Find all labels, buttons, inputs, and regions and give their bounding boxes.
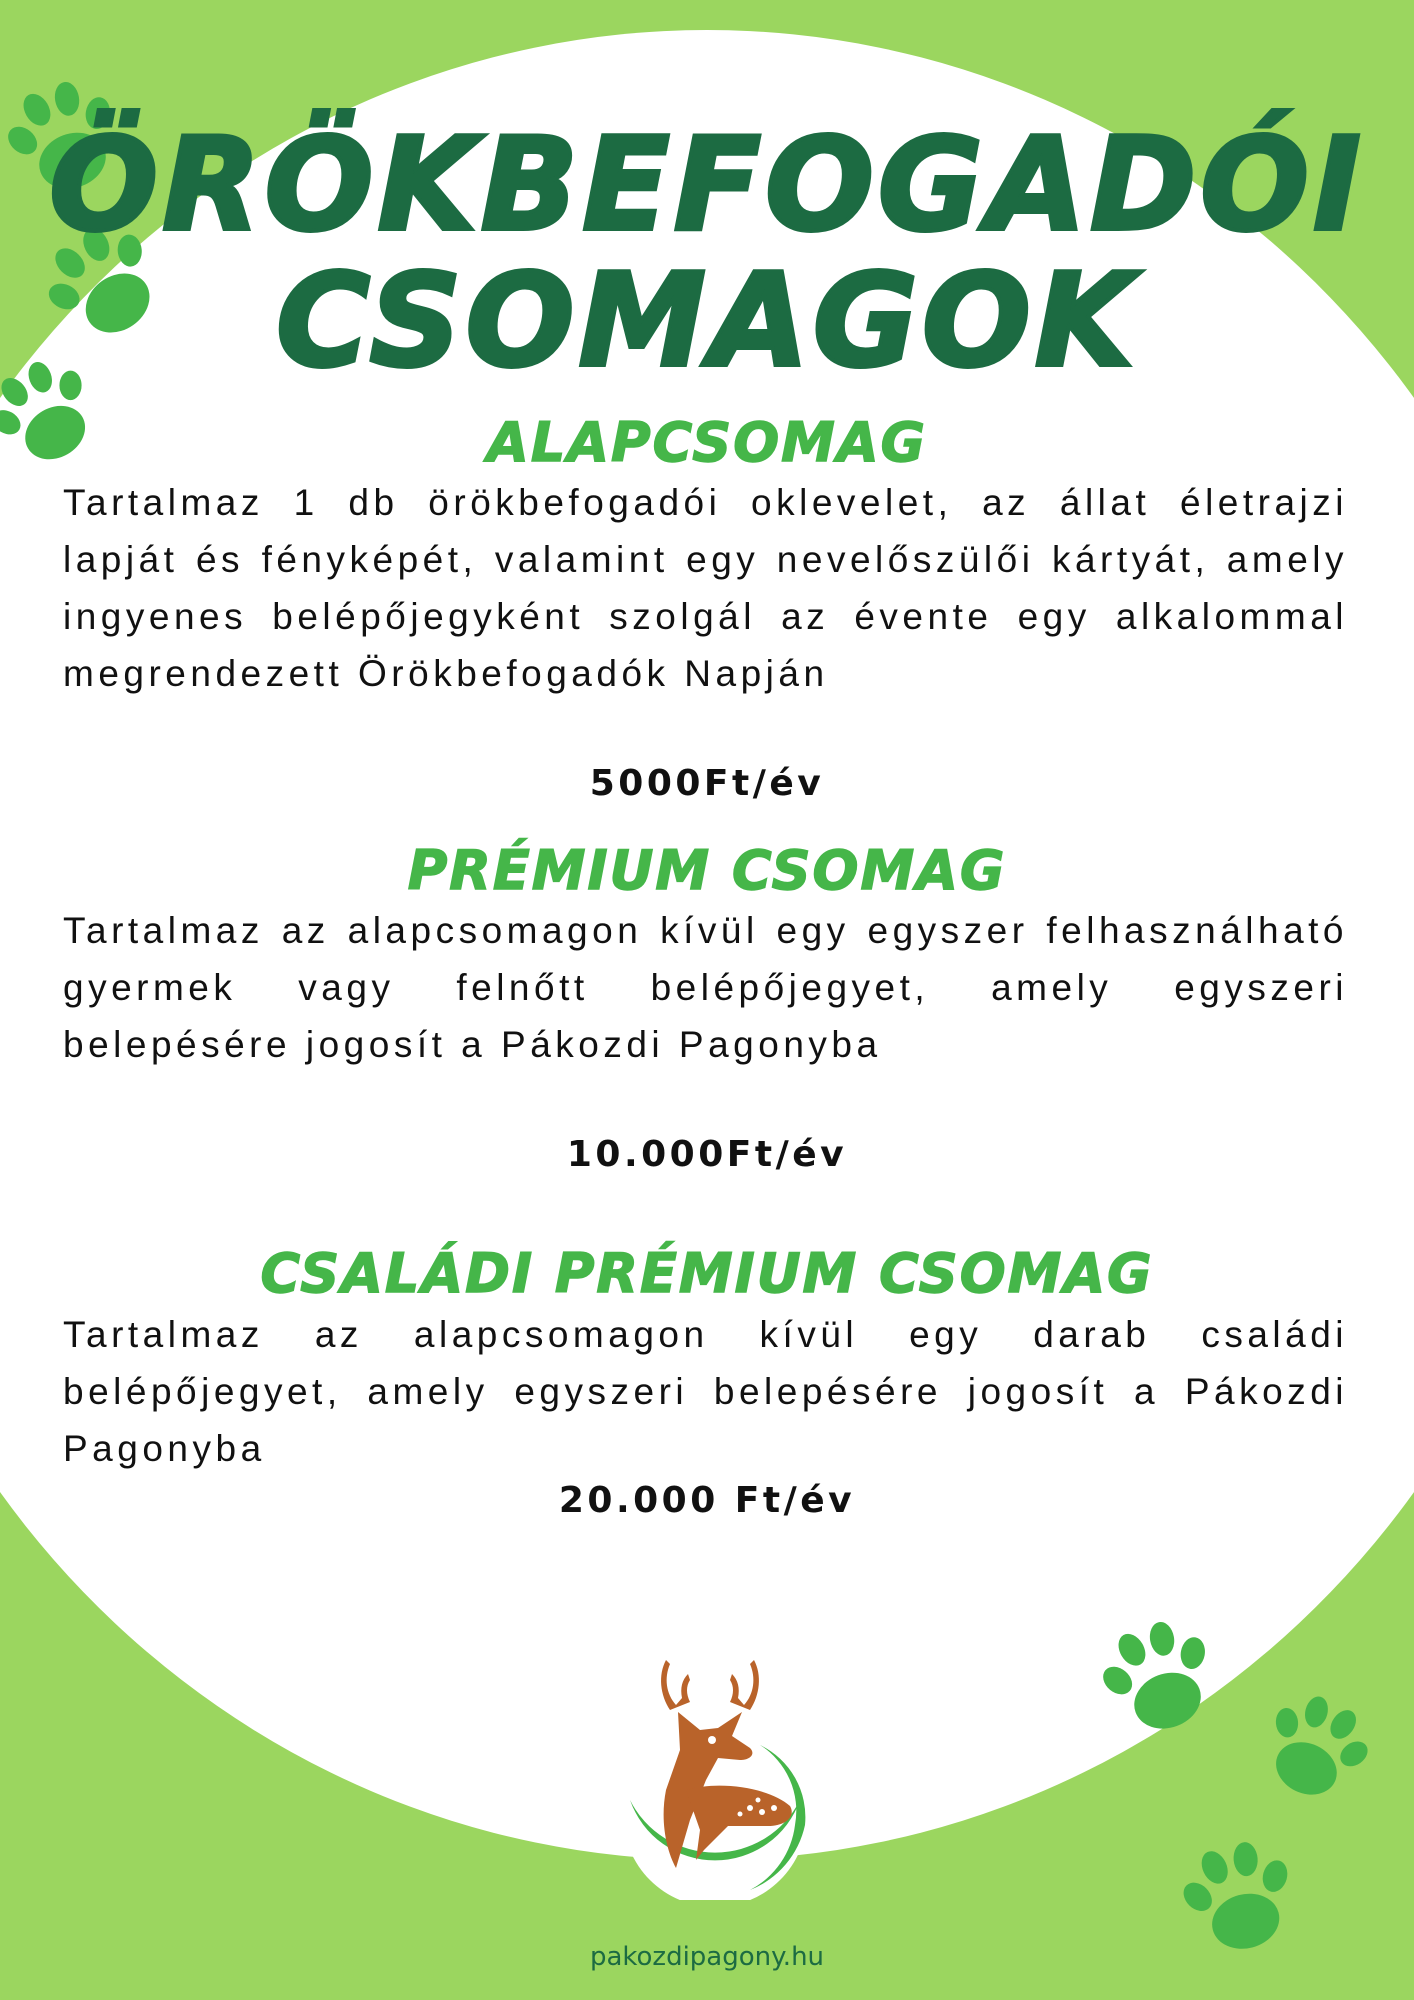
package-description-premium: Tartalmaz az alapcsomagon kívül egy egyszer felhasználható gyermek vagy felnőtt belépőjegyet, amely egyszeri belepésére jogosít a Pákozdi Pagonyba (63, 910, 1348, 1065)
website-link[interactable]: pakozdipagony.hu (589, 1942, 825, 1972)
package-heading-basic: ALAPCSOMAG (487, 411, 927, 474)
package-heading-family: CSALÁDI PRÉMIUM CSOMAG (260, 1242, 1154, 1305)
package-price-premium: 10.000Ft/év (566, 1134, 848, 1175)
package-description-family: Tartalmaz az alapcsomagon kívül egy darab családi belépőjegyet, amely egyszeri belepésére jogosít a Pákozdi Pagonyba (63, 1314, 1348, 1469)
paw-print-icon (1095, 1615, 1225, 1745)
title-line-2: CSOMAGOK (276, 247, 1138, 396)
package-description-basic: Tartalmaz 1 db örökbefogadói oklevelet, az állat életrajzi lapját és fényképét, valamint egy nevelőszülői kártyát, amely ingyenes belépőjegyként szolgál az évente egy alkalommal megrendezett Örökbefogadók Napján (63, 482, 1348, 694)
deer-logo-icon (600, 1650, 830, 1900)
package-price-basic: 5000Ft/év (589, 763, 825, 804)
package-heading-premium: PRÉMIUM CSOMAG (407, 839, 1007, 902)
page-title (0, 111, 1414, 396)
title-line-1: ÖRÖKBEFOGADÓI (49, 111, 1365, 260)
paw-print-icon (1255, 1690, 1375, 1810)
package-price-family: 20.000 Ft/év (558, 1480, 856, 1521)
